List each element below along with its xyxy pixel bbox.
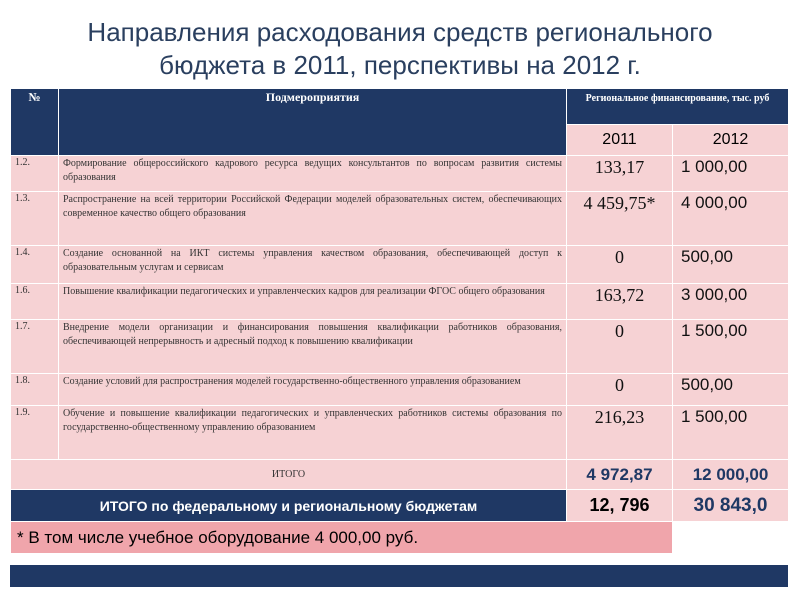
row-value-2011: 0 — [567, 374, 673, 406]
row-value-2011: 0 — [567, 320, 673, 374]
row-text: Повышение квалификации педагогических и управленческих кадров для реализации ФГОС общего образования — [59, 284, 567, 320]
header-year-2012: 2012 — [673, 125, 789, 156]
row-value-2012: 500,00 — [673, 246, 789, 284]
row-num: 1.3. — [11, 192, 59, 246]
header-row — [11, 89, 789, 125]
equipment-note: * В том числе учебное оборудование 4 000,00 руб. — [11, 522, 673, 554]
row-value-2012: 4 000,00 — [673, 192, 789, 246]
table-row — [11, 284, 789, 320]
row-num: 1.4. — [11, 246, 59, 284]
row-value-2011: 4 459,75* — [567, 192, 673, 246]
table-row — [11, 406, 789, 460]
itogo-value-2012: 12 000,00 — [673, 460, 789, 490]
federal-total-value-2012: 30 843,0 — [673, 490, 789, 522]
bottom-bar — [10, 565, 788, 587]
itogo-value-2011: 4 972,87 — [567, 460, 673, 490]
header-num: № — [11, 89, 59, 156]
row-value-2012: 1 500,00 — [673, 406, 789, 460]
note-row — [11, 522, 789, 554]
federal-total-row — [11, 490, 789, 522]
row-num: 1.7. — [11, 320, 59, 374]
header-regional: Региональное финансирование, тыс. руб — [567, 89, 789, 125]
header-subevents: Подмероприятия — [59, 89, 567, 156]
row-num: 1.8. — [11, 374, 59, 406]
title-line-1: Направления расходования средств регионального — [87, 17, 713, 47]
row-text: Обучение и повышение квалификации педагогических и управленческих работников системы образования по государственно-общественному управлению образованием — [59, 406, 567, 460]
row-num: 1.2. — [11, 156, 59, 192]
row-value-2012: 1 500,00 — [673, 320, 789, 374]
slide-title — [0, 16, 800, 82]
row-value-2011: 163,72 — [567, 284, 673, 320]
itogo-label: ИТОГО — [11, 460, 567, 490]
table-row — [11, 320, 789, 374]
title-line-2: бюджета в 2011, перспективы на 2012 г. — [159, 50, 641, 80]
table-row — [11, 156, 789, 192]
row-text: Создание условий для распространения моделей государственно-общественного управления образованием — [59, 374, 567, 406]
table-row — [11, 246, 789, 284]
row-text: Распространение на всей территории Российской Федерации моделей образовательных систем, обеспечивающих современное качество общего образования — [59, 192, 567, 246]
row-text: Внедрение модели организации и финансирования повышения квалификации работников образования, обеспечивающей непрерывность и адресный подход к повышению квалификации — [59, 320, 567, 374]
note-empty-cell — [673, 522, 789, 554]
table-row — [11, 374, 789, 406]
row-text: Формирование общероссийского кадрового ресурса ведущих консультантов по вопросам развития системы образования — [59, 156, 567, 192]
row-text: Создание основанной на ИКТ системы управления качеством образования, обеспечивающей доступ к образовательным услугам и сервисам — [59, 246, 567, 284]
itogo-row — [11, 460, 789, 490]
row-value-2011: 0 — [567, 246, 673, 284]
row-num: 1.9. — [11, 406, 59, 460]
federal-total-value-2011: 12, 796 — [567, 490, 673, 522]
table-row — [11, 192, 789, 246]
budget-table — [10, 88, 789, 554]
row-value-2012: 500,00 — [673, 374, 789, 406]
row-value-2011: 133,17 — [567, 156, 673, 192]
header-year-2011: 2011 — [567, 125, 673, 156]
row-num: 1.6. — [11, 284, 59, 320]
row-value-2012: 1 000,00 — [673, 156, 789, 192]
row-value-2011: 216,23 — [567, 406, 673, 460]
row-value-2012: 3 000,00 — [673, 284, 789, 320]
federal-total-label: ИТОГО по федеральному и региональному бюджетам — [11, 490, 567, 522]
